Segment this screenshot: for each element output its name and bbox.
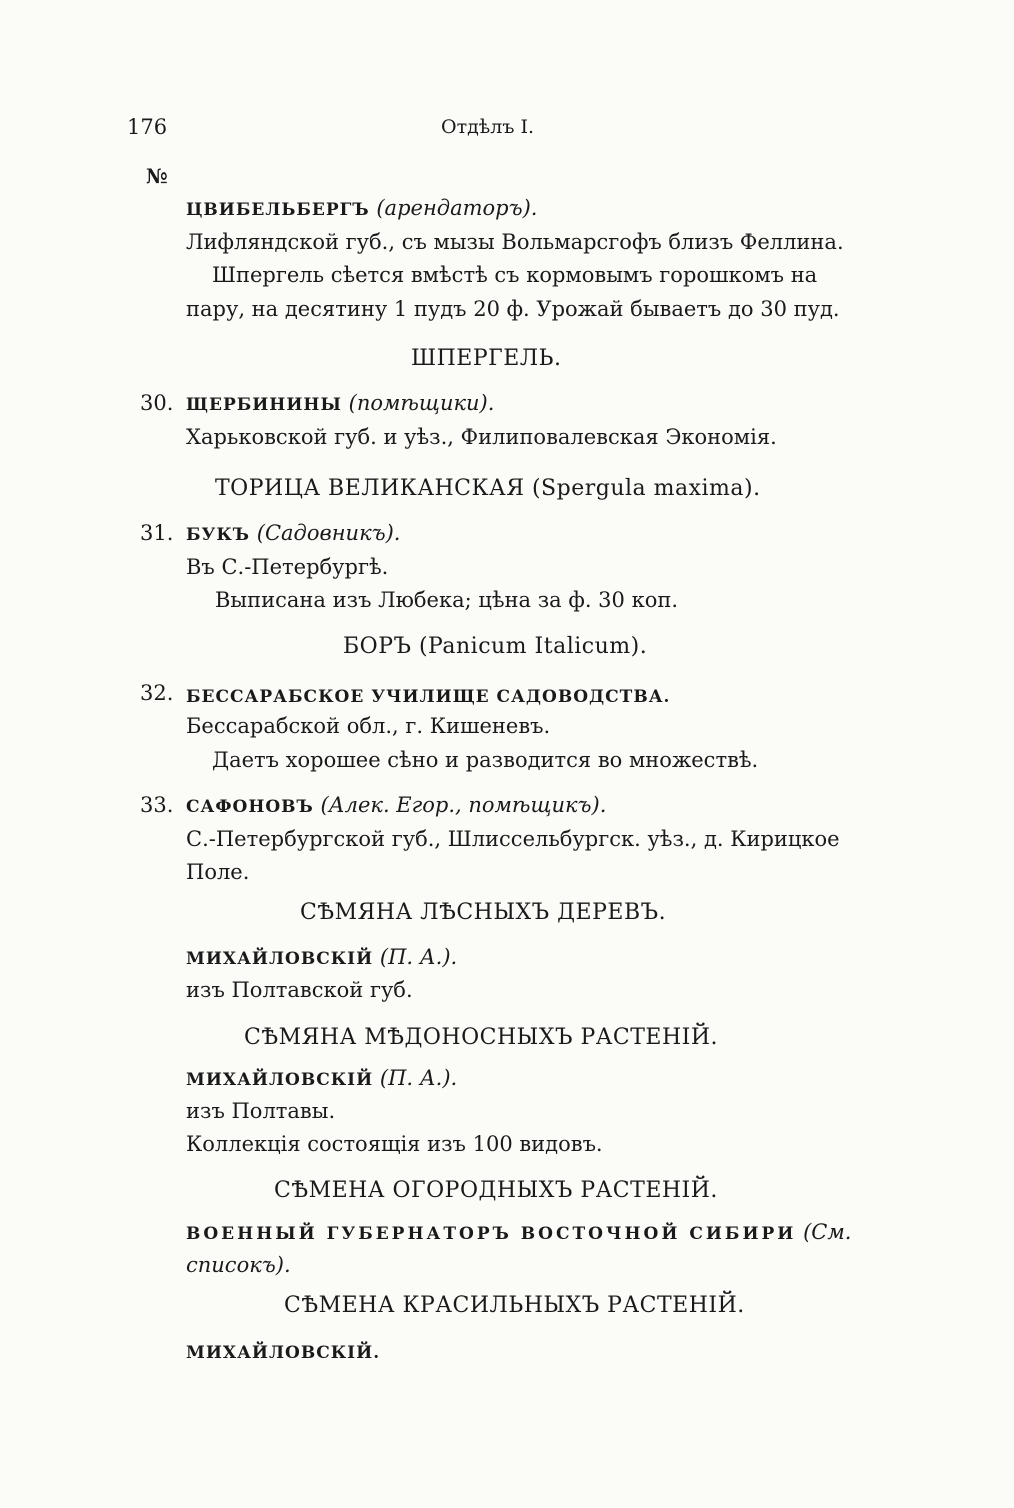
section-heading: СѢМЯНА МѢДОНОСНЫХЪ РАСТЕНІЙ.: [244, 1025, 719, 1050]
entry-number: 32.: [140, 681, 174, 705]
section-heading: БОРЪ (Panicum Italicum).: [343, 634, 648, 659]
entry-heading: [186, 1219, 851, 1247]
entry-role: (Алек. Егор., помѣщикъ).: [320, 793, 607, 817]
entry-name: МИХАЙЛОВСКІЙ: [186, 1070, 374, 1090]
section-heading: ШПЕРГЕЛЬ.: [411, 346, 562, 371]
section-heading: СѢМЕНА КРАСИЛЬНЫХЪ РАСТЕНІЙ.: [284, 1293, 745, 1318]
entry-heading: [186, 520, 400, 548]
section-heading: СѢМЯНА ЛѢСНЫХЪ ДЕРЕВЪ.: [300, 900, 667, 925]
entry-place: Бессарабской обл., г. Кишеневъ.: [186, 714, 551, 738]
entry-name: БЕССАРАБСКОЕ УЧИЛИЩЕ САДОВОДСТВА.: [186, 687, 671, 707]
entry-name: МИХАЙЛОВСКІЙ.: [186, 1343, 381, 1363]
page-number: 176: [127, 115, 168, 139]
entry-place: Въ С.-Петербургѣ.: [186, 555, 389, 579]
entry-note-cont: пару, на десятину 1 пудъ 20 ф. Урожай бываетъ до 30 пуд.: [186, 297, 840, 321]
entry-note: Шпергель сѣется вмѣстѣ съ кормовымъ горошкомъ на: [212, 263, 818, 287]
running-header: Отдѣлъ I.: [441, 116, 534, 138]
entry-role: (См.: [803, 1220, 852, 1244]
entry-name: МИХАЙЛОВСКІЙ: [186, 949, 374, 969]
entry-heading: [186, 195, 537, 223]
entry-name: САФОНОВЪ: [186, 797, 314, 817]
entry-note: Коллекція состоящія изъ 100 видовъ.: [186, 1132, 603, 1156]
entry-heading: [186, 792, 606, 820]
entry-name: ЦВИБЕЛЬБЕРГЪ: [186, 200, 370, 220]
entry-heading: [186, 1065, 457, 1093]
entry-place-cont: Поле.: [186, 860, 250, 884]
entry-name: ВОЕННЫЙ ГУБЕРНАТОРЪ ВОСТОЧНОЙ СИБИРИ: [186, 1224, 797, 1244]
entry-heading: [186, 944, 457, 972]
entry-role: (арендаторъ).: [376, 196, 538, 220]
entry-role: (П. А.).: [379, 1066, 458, 1090]
entry-name: БУКЪ: [186, 525, 251, 545]
entry-place: С.-Петербургской губ., Шлиссельбургск. уѣз., д. Кирицкое: [186, 827, 840, 851]
entry-role-cont: списокъ).: [186, 1253, 291, 1277]
entry-number: 31.: [140, 521, 174, 545]
entry-role: (помѣщики).: [348, 391, 495, 415]
entry-note: Выписана изъ Любека; цѣна за ф. 30 коп.: [215, 588, 679, 612]
entry-role: (Садовникъ).: [256, 521, 401, 545]
section-heading: ТОРИЦА ВЕЛИКАНСКАЯ (Spergula maxima).: [215, 476, 761, 501]
section-heading: СѢМЕНА ОГОРОДНЫХЪ РАСТЕНІЙ.: [274, 1178, 718, 1203]
entry-place: изъ Полтавы.: [186, 1099, 336, 1123]
entry-number: 33.: [140, 793, 174, 817]
numero-sign: №: [146, 164, 168, 188]
entry-number: 30.: [140, 391, 174, 415]
entry-role: (П. А.).: [379, 945, 458, 969]
entry-place: Лифляндской губ., съ мызы Вольмарсгофъ близъ Феллина.: [186, 230, 844, 254]
entry-place: Харьковской губ. и уѣз., Филиповалевская Экономія.: [186, 425, 777, 449]
entry-place: изъ Полтавской губ.: [186, 978, 413, 1002]
entry-name: ЩЕРБИНИНЫ: [186, 395, 342, 415]
entry-note: Даетъ хорошее сѣно и разводится во множествѣ.: [212, 748, 759, 772]
entry-heading: [186, 390, 494, 418]
